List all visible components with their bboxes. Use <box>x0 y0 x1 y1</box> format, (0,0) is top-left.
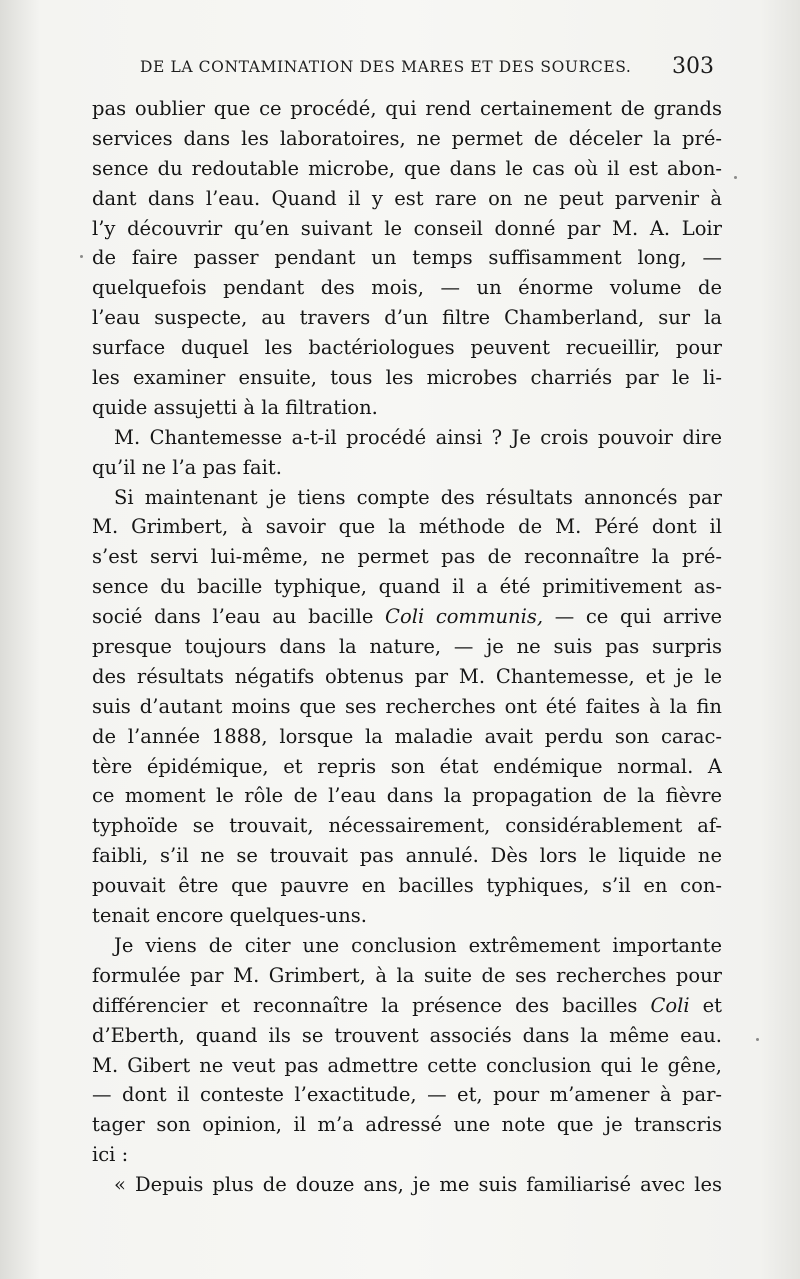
text-run: des résultats négatifs obtenus par M. Chantemesse, et je le <box>92 664 722 688</box>
text-run: les examiner ensuite, tous les microbes charriés par le li- <box>92 366 722 390</box>
text-run: tenait encore quelques-uns. <box>92 904 367 928</box>
text-line <box>92 961 722 991</box>
text-run: pas oublier que ce procédé, qui rend certainement de grands <box>92 97 722 120</box>
body-text <box>92 94 722 1200</box>
print-speck <box>756 1038 759 1041</box>
text-line <box>92 453 722 483</box>
text-run: tère épidémique, et repris son état endémique normal. A <box>92 754 722 778</box>
print-speck <box>80 255 83 258</box>
text-run: socié dans l’eau au bacille <box>92 605 386 629</box>
text-run: presque toujours dans la nature, — je ne suis pas surpris <box>92 635 722 659</box>
text-line <box>92 752 722 782</box>
text-line <box>92 393 722 423</box>
text-line <box>92 184 722 214</box>
text-line <box>92 124 722 154</box>
text-run: surface duquel les bactériologues peuvent recueillir, pour <box>92 336 722 360</box>
text-line <box>92 303 722 333</box>
text-line <box>92 1170 722 1200</box>
text-run: Je viens de citer une conclusion extrêmement importante <box>114 933 722 957</box>
text-line <box>92 841 722 871</box>
text-run: M. Chantemesse a-t-il procédé ainsi ? Je crois pouvoir dire <box>114 425 722 449</box>
text-line <box>92 901 722 931</box>
text-run: l’y découvrir qu’en suivant le conseil donné par M. A. Loir <box>92 216 722 240</box>
text-line <box>92 542 722 572</box>
text-line <box>92 214 722 244</box>
text-line <box>92 991 722 1021</box>
text-run: de l’année 1888, lorsque la maladie avait perdu son carac- <box>92 724 722 748</box>
running-header-title: DE LA CONTAMINATION DES MARES ET DES SOURCES. <box>140 58 632 76</box>
text-run: quide assujetti à la filtration. <box>92 395 378 419</box>
text-line <box>92 632 722 662</box>
text-line <box>92 602 722 632</box>
text-line <box>92 572 722 602</box>
text-run: Si maintenant je tiens compte des résultats annoncés par <box>114 485 722 509</box>
text-run: formulée par M. Grimbert, à la suite de ses recherches pour <box>92 963 722 987</box>
text-line <box>92 1080 722 1110</box>
text-run: typhoïde se trouvait, nécessairement, considérablement af- <box>92 814 722 838</box>
text-line <box>92 662 722 692</box>
text-run: M. Gibert ne veut pas admettre cette conclusion qui le gêne, <box>92 1053 722 1077</box>
text-run: — dont il conteste l’exactitude, — et, pour m’amener à par- <box>92 1083 722 1107</box>
text-run: tager son opinion, il m’a adressé une note que je transcris <box>92 1113 722 1137</box>
text-run: « Depuis plus de douze ans, je me suis familiarisé avec les <box>114 1173 722 1197</box>
text-run: de faire passer pendant un temps suffisamment long, — <box>92 246 722 270</box>
text-line <box>92 781 722 811</box>
italic-term: Coli <box>650 993 690 1017</box>
italic-term: Coli communis, <box>385 605 544 629</box>
print-speck <box>734 176 737 179</box>
text-line <box>92 871 722 901</box>
text-line <box>92 363 722 393</box>
text-run: sence du redoutable microbe, que dans le cas où il est abon- <box>92 156 722 180</box>
text-line <box>92 1051 722 1081</box>
text-run: quelquefois pendant des mois, — un énorme volume de <box>92 276 722 300</box>
text-line <box>92 333 722 363</box>
text-run: sence du bacille typhique, quand il a été primitivement as- <box>92 575 722 599</box>
text-line <box>92 94 722 124</box>
text-line <box>92 512 722 542</box>
text-run: services dans les laboratoires, ne permet de déceler la pré- <box>92 126 722 150</box>
text-run: et <box>689 993 722 1017</box>
text-run: l’eau suspecte, au travers d’un filtre Chamberland, sur la <box>92 306 722 330</box>
text-line <box>92 1021 722 1051</box>
text-run: s’est servi lui-même, ne permet pas de reconnaître la pré- <box>92 545 722 569</box>
text-run: qu’il ne l’a pas fait. <box>92 455 282 479</box>
text-line <box>92 273 722 303</box>
text-line <box>92 692 722 722</box>
text-run: suis d’autant moins que ses recherches ont été faites à la fin <box>92 694 722 718</box>
text-run: dant dans l’eau. Quand il y est rare on ne peut parvenir à <box>92 186 722 210</box>
text-run: ce moment le rôle de l’eau dans la propagation de la fièvre <box>92 784 722 808</box>
text-line <box>92 243 722 273</box>
text-line <box>92 931 722 961</box>
page-number: 303 <box>672 54 714 79</box>
text-run: ici : <box>92 1143 129 1167</box>
text-run: M. Grimbert, à savoir que la méthode de M. Péré dont il <box>92 515 722 539</box>
text-run: — ce qui arrive <box>543 605 722 629</box>
text-line <box>92 1110 722 1140</box>
text-line <box>92 423 722 453</box>
text-line <box>92 722 722 752</box>
text-run: différencier et reconnaître la présence des bacilles <box>92 993 651 1017</box>
text-line <box>92 154 722 184</box>
text-line <box>92 1140 722 1170</box>
text-run: faibli, s’il ne se trouvait pas annulé. Dès lors le liquide ne <box>92 844 722 868</box>
text-line <box>92 811 722 841</box>
text-run: d’Eberth, quand ils se trouvent associés dans la même eau. <box>92 1023 722 1047</box>
text-line <box>92 483 722 513</box>
text-run: pouvait être que pauvre en bacilles typhiques, s’il en con- <box>92 874 722 898</box>
